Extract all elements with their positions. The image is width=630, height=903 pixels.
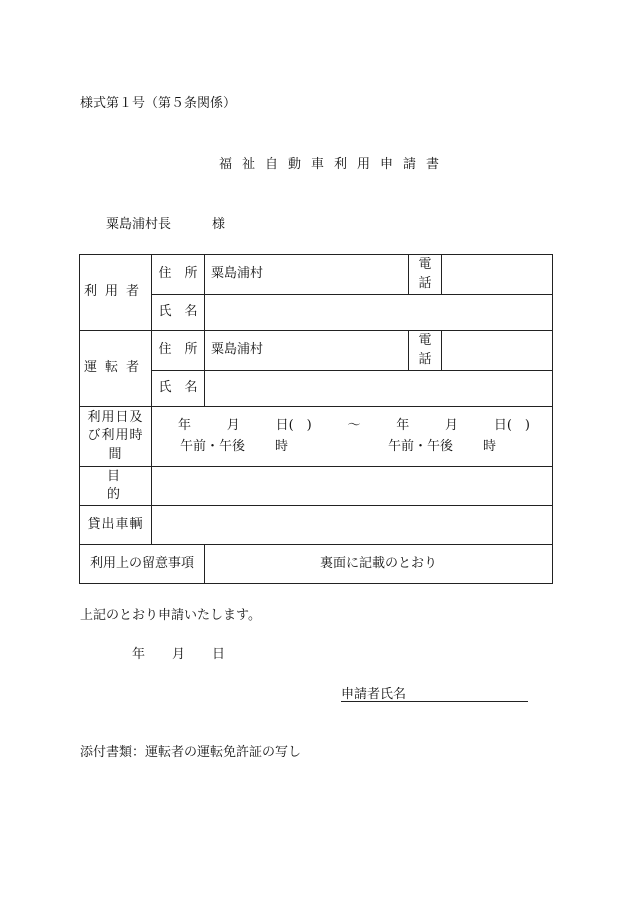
- application-statement: 上記のとおり申請いたします。: [80, 608, 261, 623]
- end-year: 年: [396, 417, 410, 433]
- form-title: 福祉自動車利用申請書: [219, 157, 450, 172]
- addressee-honorific: 様: [212, 217, 226, 232]
- driver-address-value[interactable]: 粟島浦村: [205, 331, 409, 371]
- applicant-name-label: 申請者氏名: [341, 687, 407, 702]
- driver-name-label: 氏 名: [152, 371, 205, 407]
- driver-phone-label: 電話: [409, 331, 442, 371]
- date-year: 年: [132, 647, 146, 662]
- vehicle-field[interactable]: [152, 506, 553, 545]
- purpose-label: 目 的: [80, 467, 152, 506]
- driver-label: 運転者: [80, 331, 152, 407]
- end-month: 月: [445, 417, 459, 433]
- user-name-label: 氏 名: [152, 295, 205, 331]
- end-day: 日( ): [493, 417, 530, 433]
- user-address-label: 住 所: [152, 255, 205, 295]
- datetime-row-time: [152, 437, 552, 458]
- driver-address-label: 住 所: [152, 331, 205, 371]
- notes-label: 利用上の留意事項: [80, 545, 205, 584]
- datetime-row-date: [152, 416, 552, 437]
- start-ampm: 午前・午後: [180, 438, 246, 454]
- user-address-value[interactable]: 粟島浦村: [205, 255, 409, 295]
- application-table: [79, 254, 553, 584]
- date-day: 日: [212, 647, 226, 662]
- user-label: 利用者: [80, 255, 152, 331]
- notes-value: 裏面に記載のとおり: [205, 545, 553, 584]
- range-tilde: 〜: [347, 417, 361, 433]
- user-phone-label: 電話: [409, 255, 442, 295]
- form-number: 様式第１号（第５条関係）: [80, 96, 237, 111]
- purpose-field[interactable]: [152, 467, 553, 506]
- date-month: 月: [172, 647, 186, 662]
- attachment-note: 添付書類：運転者の運転免許証の写し: [80, 745, 302, 760]
- addressee-name: 粟島浦村長: [106, 217, 172, 232]
- start-year: 年: [178, 417, 192, 433]
- user-name-field[interactable]: [205, 295, 553, 331]
- driver-phone-field[interactable]: [442, 331, 553, 371]
- driver-name-field[interactable]: [205, 371, 553, 407]
- vehicle-label: 貸出車輌: [80, 506, 152, 545]
- datetime-label: 利用日及び利用時間: [80, 407, 152, 467]
- user-phone-field[interactable]: [442, 255, 553, 295]
- end-ampm: 午前・午後: [387, 438, 453, 454]
- start-hour: 時: [275, 438, 289, 454]
- applicant-signature-line[interactable]: [341, 701, 528, 702]
- end-hour: 時: [482, 438, 496, 454]
- datetime-field[interactable]: [152, 407, 553, 467]
- start-day: 日( ): [275, 417, 312, 433]
- start-month: 月: [226, 417, 240, 433]
